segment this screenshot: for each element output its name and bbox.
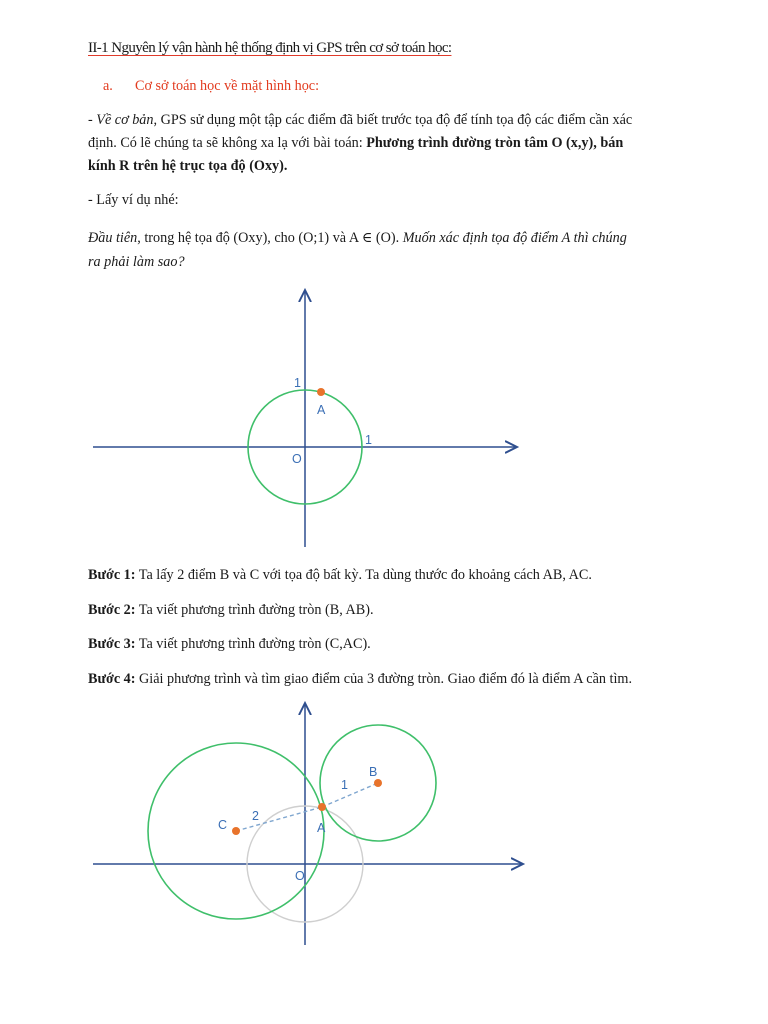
origin-label: O [295, 869, 305, 883]
step-label: Bước 2: [88, 602, 136, 618]
step-1 [88, 565, 720, 585]
italic-phrase: ra phải làm sao? [88, 254, 185, 270]
step-3 [88, 634, 720, 654]
x-tick-label: 1 [365, 433, 372, 447]
paragraph-3-line-1 [88, 228, 720, 248]
y-tick-label: 1 [294, 376, 301, 390]
paragraph-text: - Lấy ví dụ nhé: [88, 192, 179, 208]
bold-phrase: kính R trên hệ trục tọa độ (Oxy). [88, 158, 288, 174]
bold-phrase: Phương trình đường tròn tâm O (x,y), bán [366, 135, 624, 151]
origin-label: O [292, 452, 302, 466]
point-a-label: A [317, 821, 326, 835]
paragraph-text: định. Có lẽ chúng ta sẽ không xa lạ với bài toán: [88, 135, 367, 151]
figure-trilateration [0, 695, 768, 965]
point-b [374, 779, 382, 787]
distance-ab-label: 1 [341, 778, 348, 792]
section-heading [88, 38, 720, 58]
step-label: Bước 3: [88, 636, 136, 652]
point-a-label: A [317, 403, 326, 417]
italic-phrase: Muốn xác định tọa độ điểm A thì chúng [402, 230, 627, 246]
step-4 [88, 669, 720, 689]
step-text: Ta lấy 2 điểm B và C với tọa độ bất kỳ. Ta dùng thước đo khoảng cách AB, AC. [135, 567, 592, 583]
list-marker: a. [103, 78, 113, 94]
subsection-heading-text: Cơ sở toán học về mặt hình học: [135, 78, 320, 94]
paragraph-3-line-2 [88, 252, 720, 272]
section-heading-text: II-1 Nguyên lý vận hành hệ thống định vị GPS trên cơ sở toán học: [88, 40, 452, 56]
point-a [317, 388, 325, 396]
paragraph-1-line-1 [88, 110, 720, 130]
step-label: Bước 1: [88, 567, 136, 583]
point-c-label: C [218, 818, 228, 832]
point-c [232, 827, 240, 835]
paragraph-1-line-2 [88, 133, 720, 153]
paragraph-2 [88, 190, 720, 210]
point-b-label: B [369, 765, 378, 779]
segment-ac [236, 807, 322, 831]
point-a [318, 803, 326, 811]
step-text: Ta viết phương trình đường tròn (C,AC). [135, 636, 371, 652]
figure-unit-circle [0, 280, 768, 550]
step-text: Ta viết phương trình đường tròn (B, AB). [135, 602, 374, 618]
dash: - [88, 112, 97, 128]
paragraph-text: , GPS sử dụng một tập các điểm đã biết trước tọa độ để tính tọa độ các điểm cần xác [153, 112, 633, 128]
paragraph-1-line-3 [88, 156, 720, 176]
segment-ab [322, 783, 378, 807]
paragraph-text: , trong hệ tọa độ (Oxy), cho (O;1) và A ∈ (O). [137, 230, 403, 246]
italic-phrase: Về cơ bản [96, 112, 154, 128]
italic-phrase: Đầu tiên [88, 230, 138, 246]
step-label: Bước 4: [88, 671, 136, 687]
distance-ac-label: 2 [252, 809, 259, 823]
subsection-heading [103, 76, 735, 96]
step-2 [88, 600, 720, 620]
step-text: Giải phương trình và tìm giao điểm của 3 đường tròn. Giao điểm đó là điểm A cần tìm. [135, 671, 633, 687]
